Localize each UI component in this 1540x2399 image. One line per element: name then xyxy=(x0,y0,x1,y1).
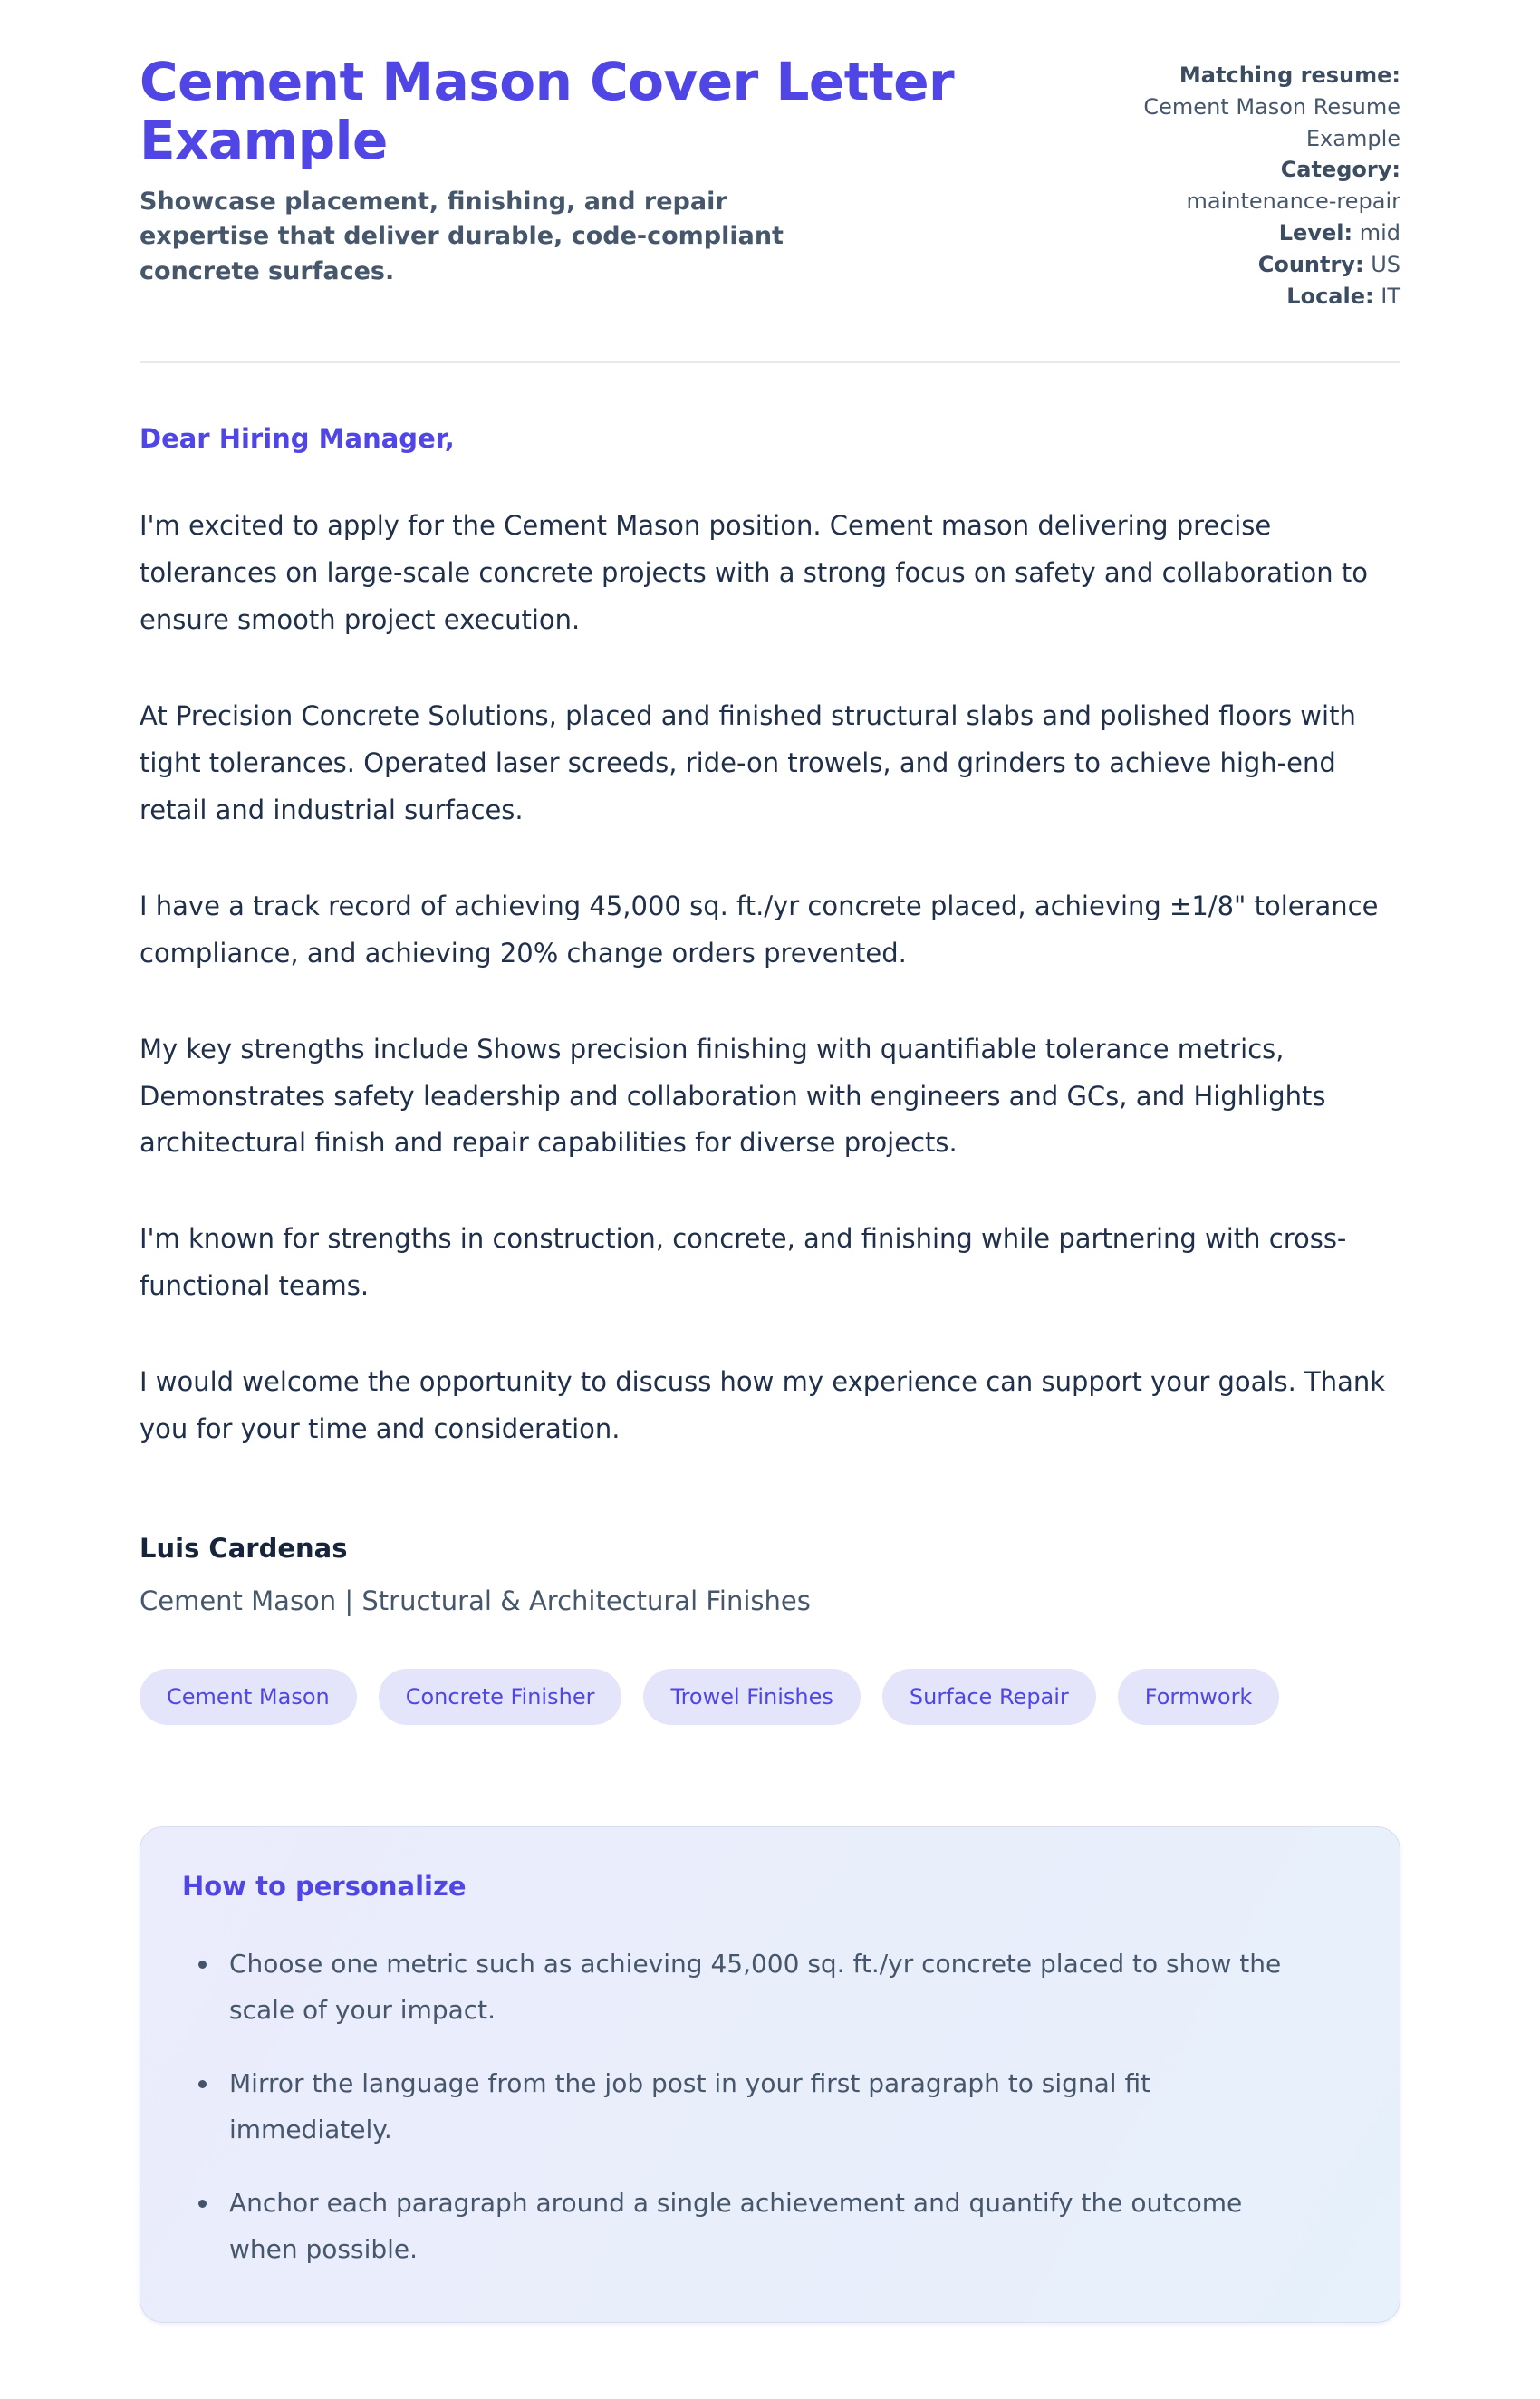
letter-paragraph: I have a track record of achieving 45,000 sq. ft./yr concrete placed, achieving ±1/8" tolerance compliance, and achieving 20% change orders prevented. xyxy=(140,890,1379,968)
salutation: Dear Hiring Manager, xyxy=(140,423,455,455)
meta-value: mid xyxy=(1359,219,1400,246)
letter-paragraph: I would welcome the opportunity to discuss how my experience can support your goals. Thank you for your time and consideration. xyxy=(140,1366,1386,1445)
meta-label: Country: xyxy=(1257,251,1364,277)
signature-name: Luis Cardenas xyxy=(140,1532,348,1564)
tag-concrete-finisher[interactable]: Concrete Finisher xyxy=(379,1669,622,1725)
letter-paragraph: I'm excited to apply for the Cement Mason position. Cement mason delivering precise tolerances on large-scale concrete projects with a strong focus on safety and collaboration to ensure smooth project execution. xyxy=(140,510,1368,636)
meta-value: Cement Mason Resume Example xyxy=(1143,93,1400,151)
page-title: Cement Mason Cover Letter Example xyxy=(140,51,955,171)
meta-level xyxy=(1142,217,1400,249)
title-block xyxy=(140,53,1000,289)
meta-label: Locale: xyxy=(1286,283,1374,309)
tips-list xyxy=(182,1941,1354,2273)
meta-label: Category: xyxy=(1280,157,1400,183)
page-subtitle: Showcase placement, finishing, and repair expertise that deliver durable, code-compliant concrete surfaces. xyxy=(140,187,784,285)
cover-letter-body xyxy=(140,423,1400,1616)
meta-label: Level: xyxy=(1278,219,1353,246)
signature-role: Cement Mason | Structural & Architectural Finishes xyxy=(140,1585,811,1616)
meta-value: IT xyxy=(1381,283,1400,309)
meta-value: maintenance-repair xyxy=(1186,188,1400,215)
tag-trowel-finishes[interactable]: Trowel Finishes xyxy=(643,1669,860,1725)
page xyxy=(140,0,1400,2323)
letter-paragraph: I'm known for strengths in construction, concrete, and finishing while partnering with cross-functional teams. xyxy=(140,1223,1347,1302)
meta-locale xyxy=(1142,281,1400,313)
tag-surface-repair[interactable]: Surface Repair xyxy=(882,1669,1096,1725)
personalization-tips-card xyxy=(140,1826,1400,2323)
header xyxy=(140,53,1400,312)
meta-category xyxy=(1142,154,1400,217)
meta-country xyxy=(1142,249,1400,281)
tip-item: • Anchor each paragraph around a single achievement and quantify the outcome when possible. xyxy=(220,2181,1316,2273)
tips-title: How to personalize xyxy=(182,1870,467,1902)
meta-label: Matching resume: xyxy=(1179,63,1400,88)
tip-item: • Choose one metric such as achieving 45,000 sq. ft./yr concrete placed to show the scale of your impact. xyxy=(220,1941,1316,2034)
letter-paragraph: At Precision Concrete Solutions, placed and finished structural slabs and polished floors with tight tolerances. Operated laser screeds, ride-on trowels, and grinders to achieve high-end retail and industrial surfaces. xyxy=(140,700,1356,825)
tag-formwork[interactable]: Formwork xyxy=(1118,1669,1280,1725)
tip-item: • Mirror the language from the job post in your first paragraph to signal fit immediately. xyxy=(220,2061,1316,2153)
meta-matching-resume xyxy=(1142,60,1400,154)
header-divider xyxy=(140,361,1400,363)
resume-meta xyxy=(1142,53,1400,312)
meta-value: US xyxy=(1371,251,1400,277)
tag-list xyxy=(140,1669,1400,1725)
tag-cement-mason[interactable]: Cement Mason xyxy=(140,1669,357,1725)
letter-paragraph: My key strengths include Shows precision finishing with quantifiable tolerance metrics, Demonstrates safety leadership and collaboration with engineers and GCs, and Highlights architectural finish and repair capabilities for diverse projects. xyxy=(140,1033,1326,1159)
